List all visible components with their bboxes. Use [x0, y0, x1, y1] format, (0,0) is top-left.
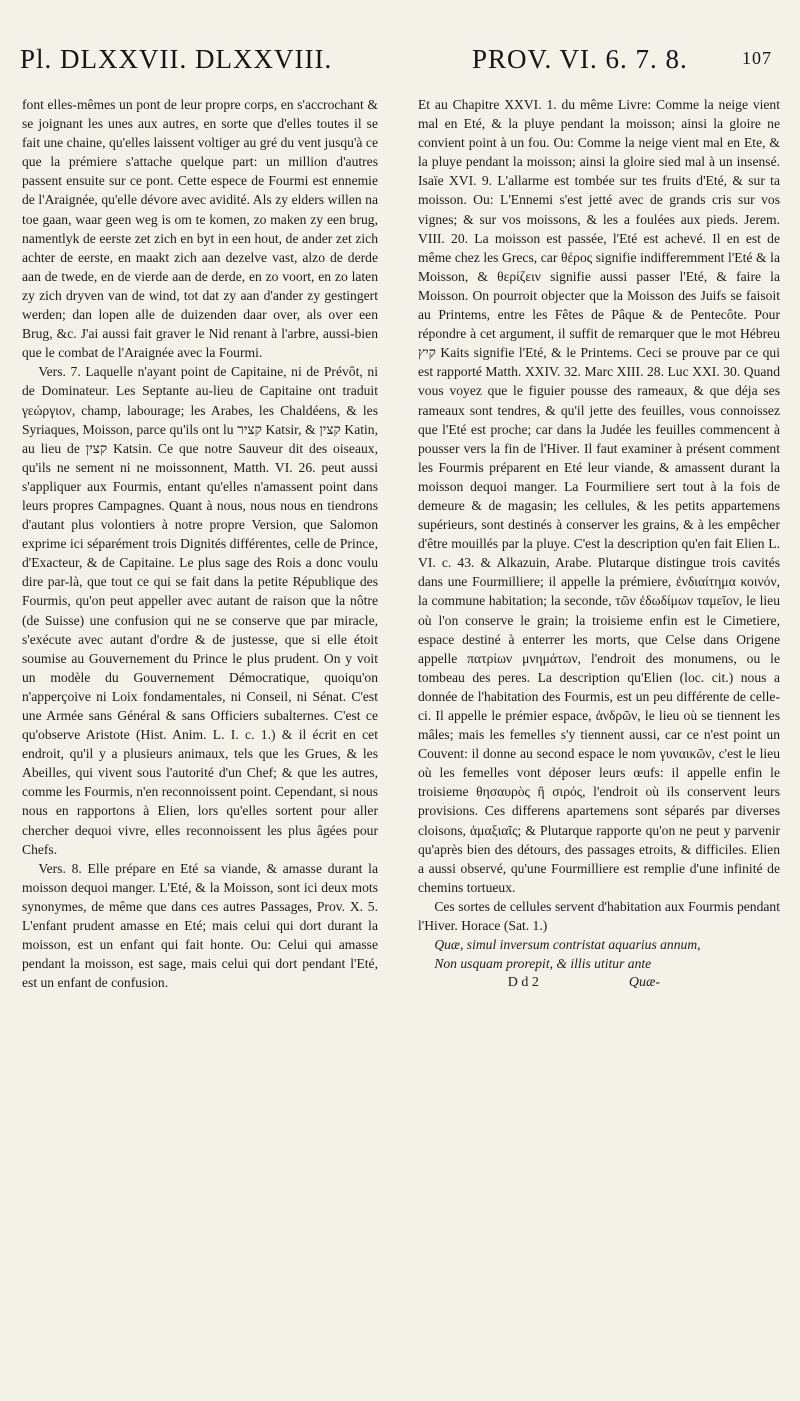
paragraph: Ces sortes de cellules servent d'habitation aux Fourmis pendant l'Hiver. Horace (Sat. 1.) — [418, 898, 780, 934]
verse-line: Non usquam prorepit, & illis utitur ante — [434, 956, 652, 972]
signature-mark: D d 2 — [507, 975, 539, 991]
paragraph: Vers. 7. Laquelle n'ayant point de Capitaine, ni de Prévôt, ni de Dominateur. Les Septante au-lieu de Capitaine ont traduit γεώργιον, champ, labourage; les Arabes, les Chaldéens, & les Syriaques, Moisson, parce qu'ils ont lu קציר Katsir, & קצין Katin, au lieu de קצין Katsin. Ce que notre Sauveur dit des oiseaux, qu'ils ne sement ni ne moissonnent, Matth. VI. 26. peut aussi s'appliquer aux Fourmis, entant qu'elles n'amassent point dans leurs propres Campagnes. Quant à nous, nous nous en tiendrons d'autant plus volontiers à notre propre Version, que Salomon exprime ici séparément trois Dignités différentes, celle de Prince, d'Exacteur, & de Capitaine. Le plus sage des Rois a donc voulu dire par-là, que tout ce qui se fait dans la petite République des Fourmis, qu'on peut appeller avec autant de raison que la nôtre (de Suisse) une confusion qui ne se conserve que par miracle, s'exécute avec autant d'ordre & de justesse, que si elle étoit soumise au Gouvernement du Prince le plus prudent. On y voit un modèle du Gouvernement Démocratique, quoiqu'on n'apperçoive ni Loix fondamentales, ni Conseil, ni Sénat. C'est une Armée sans Général & sans Officiers subalternes. C'est ce qu'observe Aristote (Hist. Anim. L. I. c. 1.) & il écrit en cet endroit, qu'il y a plusieurs animaux, tels que les Grues, & les Abeilles, qui vivent sous l'autorité d'un Chef; & que les autres, comme les Fourmis, n'en reconnoissent point. Cependant, si nous nous en rapportons à Elien, lors qu'elles sortent pour aller chercher dequoi vivre, elles reconnoissent les plus âgées pour Chefs. — [22, 364, 378, 857]
paragraph: Vers. 8. Elle prépare en Eté sa viande, & amasse durant la moisson dequoi manger. L'Eté, & la Moisson, sont ici deux mots synonymes, de même que dans ces autres Passages, Prov. X. 5. L'enfant prudent amasse en Eté; mais celui qui dort durant la moisson, est un enfant qui fait honte. Ou: Celui qui amasse pendant la moisson, est sage, mais celui qui dort pendant l'Eté, est un enfant de confusion. — [22, 860, 378, 991]
page-number: 107 — [742, 48, 772, 68]
plate-reference: Pl. DLXXVII. DLXXVIII. — [20, 44, 333, 74]
verse-line: Quæ, simul inversum contristat aquarius annum, — [434, 937, 701, 953]
running-title: PROV. VI. 6. 7. 8. — [472, 44, 688, 74]
footer-line — [418, 973, 780, 992]
left-column — [22, 95, 378, 1385]
right-column — [418, 95, 780, 1385]
paragraph: font elles-mêmes un pont de leur propre corps, en s'accrochant & se joignant les unes aux autres, en sorte que d'elles toutes il se fait une chaine, qu'elles laissent voltiger au gré du vent jusqu'à ce que la prémiere s'attache quelque part: un million d'autres passent ensuite sur ce pont. Cette espece de Fourmi est ennemie de l'Araignée, qu'elle dévore avec avidité. Als zy elders willen na toe gaan, waar geen weg is om te komen, zo maken zy een brug, namentlyk de eerste zet zich en byt in een hout, de ander zet zich achter de eerste, en maakt zich aan dezelve vast, alzo de derde aan de twede, en de vierde aan de derde, en zo voort, en zo laten zy zich dryven van de wind, tot dat zy aan d'ander zy gestingert werden; dan lopen alle de duizenden daar over, als over een Brug, &c. J'ai aussi fait graver le Nid renant à l'arbre, aussi-bien que le combat de l'Araignée avec la Fourmi. — [22, 97, 378, 361]
paragraph: Et au Chapitre XXVI. 1. du même Livre: Comme la neige vient mal en Eté, & la pluye pendant la moisson; ainsi la gloire ne convient point à un fou. Ou: Comme la neige vient mal en Ete, & la pluye pendant la moisson; ainsi la gloire sied mal à un insensé. Isaïe XVI. 9. L'allarme est tombée sur tes fruits d'Eté, & sur ta moisson. Ou: L'Ennemi s'est jetté avec de grands cris sur vos vignes; & sur vos moissons, & les a foulées aux pieds. Jerem. VIII. 20. La moisson est passée, l'Eté est achevé. Il en est de même chez les Grecs, car θέρος signifie indifferemment l'Eté & la Moisson, & θερίζειν signifie aussi passer l'Eté, & faire la Moisson. On pourroit objecter que la Moisson des Juifs se faisoit au Printems, entre les Fêtes de Pâque & de Pentecôte. Pour répondre à cet argument, il suffit de remarquer que le mot Hébreu קיץ Kaits signifie l'Eté, & le Printems. Ceci se prouve par ce qui est rapporté Matth. XXIV. 32. Marc XIII. 28. Luc XXI. 30. Quand vous voyez que le figuier pousse des rameaux, & que déja ses rameaux sont tendres, & qu'il jette des feuilles, vous connoissez que l'Eté est proche; car dans la Judée les feuilles commencent à pousser vers la fin de l'Hiver. Il faut examiner à présent comment les Fourmis préparent en Eté leur viande, & amassent durant la moisson dequoi manger. La Fourmiliere sert tout à la fois de demeure & de magasin; les cellules, & les petits appartemens supérieurs, sont destinés à conserver les grains, & à les empêcher d'être mouillés par la pluye. C'est la description qu'en fait Elien L. VI. c. 43. & Alkazuin, Arabe. Plutarque distingue trois cavités dans une Fourmilliere; il appelle la prémiere, ἐνδιαίτημα κοινόν, la commune habitation; la seconde, τῶν ἐδωδίμων ταμεῖον, le lieu où l'on conserve le grain; la troisieme enfin est le Cimetiere, espace destiné à enterrer les morts, que Celse dans Origene appelle πατρίων μνημάτων, l'endroit des monumens, ou le tombeau des peres. La description qu'Elien (loc. cit.) nous a donnée de l'habitation des Fourmis, est un peu différente de celle-ci. Il appelle le prémier espace, ἀνδρῶν, le lieu où se tiennent les mâles; mais les femelles s'y tiennent aussi, car ce n'est point un Couvent: il donne au second espace le nom γυναικῶν, c'est le lieu où les femelles vont déposer leurs œufs: il appelle enfin le troisieme θησαυρὸς ἢ σιρός, l'endroit où ils conservent leurs provisions. Ces differens apartemens sont séparés par diverses cloisons, ἀμαξιαῖς; & Plutarque rapporte qu'on ne peut y parvenir qu'après bien des détours, des passages etroits, & difficiles. Elien a aussi observé, qu'une Fourmilliere est remplie d'une infinité de chemins tortueux. — [418, 97, 780, 895]
page-header — [20, 44, 780, 84]
catchword: Quæ- — [628, 975, 660, 991]
